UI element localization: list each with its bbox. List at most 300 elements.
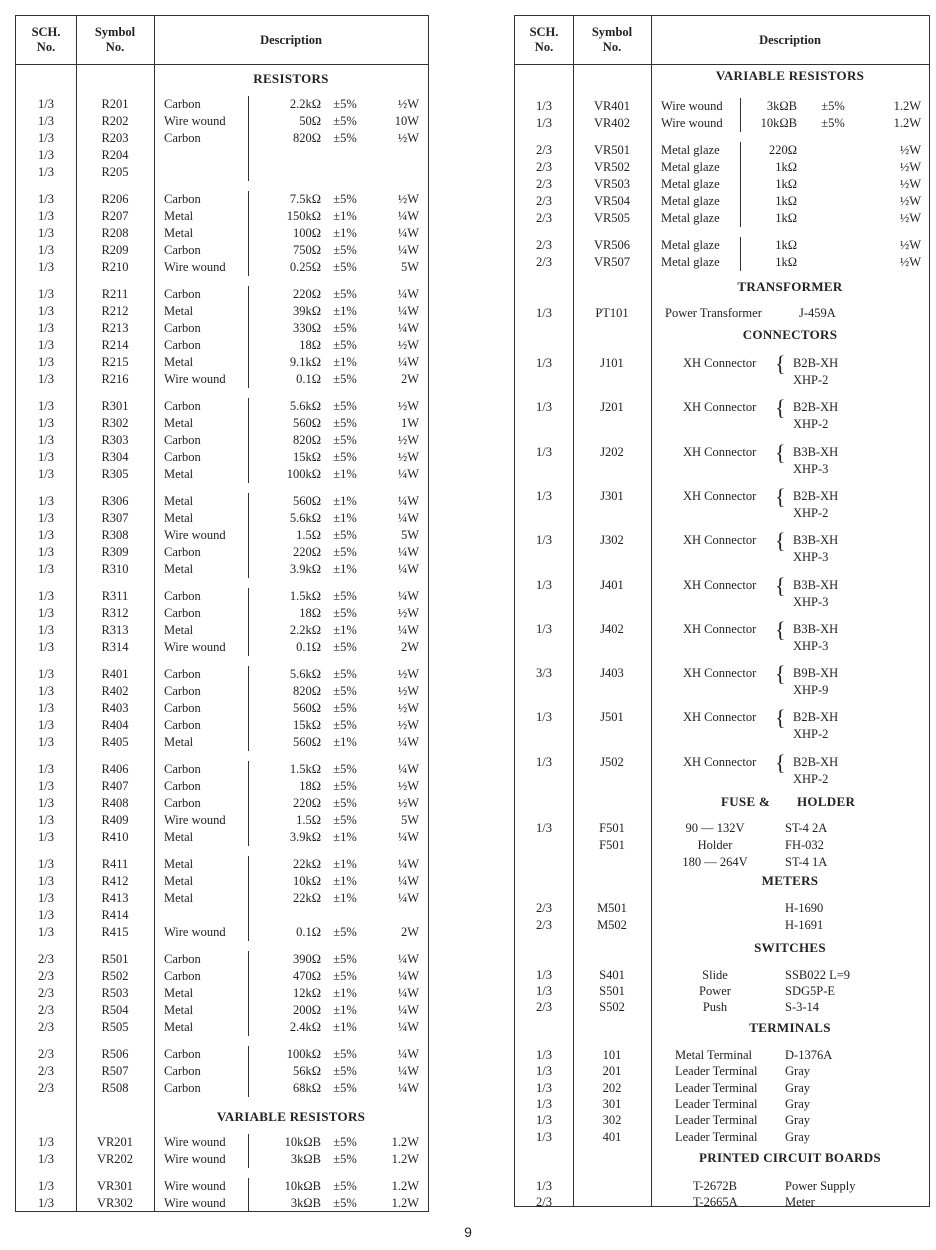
part-number: SSB022 L=9 [785, 968, 851, 982]
sch-no: 1/3 [38, 545, 54, 559]
right-parts-table [514, 15, 930, 1207]
tolerance: ±5% [333, 260, 357, 274]
wattage: ½W [899, 143, 921, 157]
sch-no: 1/3 [38, 684, 54, 698]
curly-brace-icon: { [775, 616, 786, 642]
table-row [515, 967, 929, 984]
tolerance: ±5% [333, 1196, 357, 1210]
value: 15kΩ [292, 718, 321, 732]
table-row [515, 709, 929, 726]
value: 1kΩ [775, 255, 797, 269]
tolerance: ±1% [333, 874, 357, 888]
inner-divider [740, 237, 741, 271]
part-number: B3B-XH [793, 533, 839, 548]
part-type: Wire wound [164, 1135, 226, 1149]
wattage: 1.2W [893, 116, 921, 130]
sch-no: 1/3 [38, 562, 54, 576]
part-type: Carbon [164, 762, 201, 776]
sch-no: 1/3 [38, 667, 54, 681]
wattage: ¼W [397, 762, 419, 776]
wattage: ¼W [397, 545, 419, 559]
part-type: Metal [164, 874, 194, 888]
part-number: H-1691 [785, 918, 824, 932]
table-row [16, 1019, 428, 1036]
table-row [16, 829, 428, 846]
value: 50Ω [299, 114, 321, 128]
wattage: ½W [397, 701, 419, 715]
symbol-no: R411 [101, 857, 129, 871]
value: 390Ω [292, 952, 321, 966]
wattage: 2W [400, 640, 419, 654]
part-type: Carbon [164, 97, 201, 111]
part-type: Carbon [164, 796, 201, 810]
table-row [515, 577, 929, 594]
symbol-no: R313 [101, 623, 129, 637]
table-row [515, 1129, 929, 1146]
section-title: PRINTED CIRCUIT BOARDS [699, 1149, 881, 1165]
part-number: B2B-XH [793, 400, 839, 415]
tolerance: ±5% [333, 1064, 357, 1078]
tolerance: ±5% [333, 243, 357, 257]
sch-no: 1/3 [38, 511, 54, 525]
part-type: Wire wound [164, 925, 226, 939]
curly-brace-icon: { [775, 749, 786, 775]
tolerance: ±5% [333, 192, 357, 206]
part-number: Gray [785, 1096, 810, 1111]
symbol-no: R306 [101, 494, 129, 508]
symbol-no: VR505 [593, 211, 631, 225]
curly-brace-icon: { [775, 439, 786, 465]
sch-no: 1/3 [536, 968, 552, 982]
symbol-no: M501 [597, 901, 627, 915]
table-row [16, 337, 428, 354]
table-row [515, 1178, 929, 1195]
part-type: Metal [164, 735, 194, 749]
switch-type: Slide [702, 968, 728, 982]
sch-header [515, 25, 573, 55]
sch-no: 2/3 [536, 211, 552, 225]
terminal-type: Leader Terminal [675, 1080, 758, 1095]
symbol-no: R301 [101, 399, 129, 413]
symbol-no: R415 [101, 925, 129, 939]
tolerance: ±5% [333, 952, 357, 966]
symbol-no: R305 [101, 467, 129, 481]
value: 2.2kΩ [289, 97, 321, 111]
value: 2.2kΩ [289, 623, 321, 637]
table-row [515, 999, 929, 1016]
value: 1kΩ [775, 177, 797, 191]
sch-no: 1/3 [38, 1179, 54, 1193]
tolerance: ±5% [333, 416, 357, 430]
sch-no: 1/3 [38, 148, 54, 162]
table-row [515, 355, 929, 372]
switch-type: Push [702, 1000, 728, 1014]
part-type: Metal [164, 830, 194, 844]
table-row [16, 320, 428, 337]
part-type: Wire wound [164, 813, 226, 827]
sch-no: 1/3 [536, 533, 552, 548]
inner-divider [248, 666, 249, 751]
sch-no: 1/3 [38, 192, 54, 206]
board-number: T-2672B [693, 1178, 737, 1193]
wattage: ½W [397, 192, 419, 206]
table-row [515, 159, 929, 176]
inner-divider [248, 1046, 249, 1097]
value: 330Ω [292, 321, 321, 335]
part-type: Carbon [164, 243, 201, 257]
sch-header [16, 25, 76, 55]
table-row [16, 700, 428, 717]
tolerance: ±5% [333, 372, 357, 386]
symbol-no: R303 [101, 433, 129, 447]
table-row [16, 717, 428, 734]
tolerance: ±5% [333, 667, 357, 681]
symbol-no: VR506 [593, 238, 631, 252]
part-number: XHP-3 [793, 594, 829, 609]
part-type: Carbon [164, 287, 201, 301]
part-number: ST-4 1A [785, 855, 828, 869]
table-row [515, 1194, 929, 1211]
table-row [16, 985, 428, 1002]
symbol-no: R401 [101, 667, 129, 681]
table-row [16, 191, 428, 208]
inner-divider [248, 951, 249, 1036]
wattage: ¼W [397, 355, 419, 369]
sch-no: 1/3 [38, 1135, 54, 1149]
table-row [16, 924, 428, 941]
table-row [16, 242, 428, 259]
part-type: Carbon [164, 667, 201, 681]
sch-no: 1/3 [536, 488, 552, 503]
symbol-no: R506 [101, 1047, 129, 1061]
tolerance: ±5% [333, 718, 357, 732]
symbol-no: S501 [599, 984, 625, 998]
value: 10kΩB [284, 1135, 321, 1149]
table-row [16, 371, 428, 388]
part-type: Wire wound [164, 1152, 226, 1166]
symbol-no: R413 [101, 891, 129, 905]
sch-no: 2/3 [38, 1047, 54, 1061]
sch-no: 1/3 [38, 97, 54, 111]
symbol-no: F501 [599, 838, 625, 852]
symbol-no: R304 [101, 450, 129, 464]
sch-no: 1/3 [38, 762, 54, 776]
sch-no: 1/3 [536, 1048, 552, 1062]
wattage: ½W [397, 399, 419, 413]
table-row [16, 666, 428, 683]
wattage: ¼W [397, 209, 419, 223]
wattage: 1W [400, 416, 419, 430]
symbol-no: R311 [101, 589, 129, 603]
part-type: Metal [164, 209, 194, 223]
terminal-type: Metal Terminal [675, 1048, 752, 1062]
part-number: B2B-XH [793, 356, 839, 370]
tolerance: ±5% [333, 1152, 357, 1166]
inner-divider [740, 142, 741, 227]
part-number: Gray [785, 1064, 810, 1079]
wattage: ¼W [397, 891, 419, 905]
sch-no: 1/3 [38, 874, 54, 888]
tolerance: ±1% [333, 511, 357, 525]
sch-no: 1/3 [38, 908, 54, 922]
wattage: ½W [397, 796, 419, 810]
description-header: Description [260, 33, 322, 47]
part-type: Carbon [164, 684, 201, 698]
value: 3kΩB [766, 99, 797, 113]
value: 560Ω [292, 735, 321, 749]
part-type: Metal [164, 1003, 194, 1017]
wattage: ¼W [397, 287, 419, 301]
part-type: Carbon [164, 701, 201, 715]
value: 820Ω [292, 131, 321, 145]
part-type: Metal [164, 623, 194, 637]
terminal-type: Leader Terminal [675, 1113, 758, 1128]
table-row [515, 665, 929, 682]
table-row [16, 449, 428, 466]
symbol-no: J302 [600, 533, 624, 548]
tolerance: ±1% [333, 209, 357, 223]
symbol-label: Symbol [94, 25, 136, 39]
tolerance: ±1% [333, 623, 357, 637]
sch-no: 1/3 [38, 131, 54, 145]
switch-type: Power [699, 984, 731, 998]
tolerance: ±1% [333, 830, 357, 844]
tolerance: ±5% [333, 450, 357, 464]
sch-no: 1/3 [38, 779, 54, 793]
symbol-no: R314 [101, 640, 129, 654]
part-type: XH Connector [683, 488, 757, 503]
inner-divider [248, 588, 249, 656]
part-type: Carbon [164, 545, 201, 559]
sch-label: SCH. [31, 25, 61, 39]
table-row [515, 115, 929, 132]
tolerance: ±1% [333, 355, 357, 369]
symbol-no: R210 [101, 260, 129, 274]
inner-divider [248, 1178, 249, 1212]
table-row [16, 778, 428, 795]
symbol-no: J202 [600, 444, 624, 459]
sch-no: 1/3 [38, 287, 54, 301]
part-type: Wire wound [164, 372, 226, 386]
tolerance: ±5% [821, 99, 845, 113]
part-type: Carbon [164, 450, 201, 464]
part-type: Metal [164, 562, 194, 576]
table-row [16, 1195, 428, 1212]
sch-no: 2/3 [536, 177, 552, 191]
symbol-no: R405 [101, 735, 129, 749]
symbol-header [76, 25, 154, 55]
part-number: B2B-XH [793, 754, 839, 769]
wattage: ¼W [397, 304, 419, 318]
section-title: RESISTORS [253, 71, 329, 86]
value: 0.1Ω [296, 925, 321, 939]
symbol-no: R409 [101, 813, 129, 827]
part-number: XHP-2 [793, 417, 829, 432]
table-row [515, 917, 929, 934]
part-type: XH Connector [683, 577, 757, 592]
symbol-no: J401 [600, 577, 624, 592]
sch-no: 2/3 [38, 952, 54, 966]
symbol-no-label: No. [602, 40, 622, 54]
wattage: ½W [397, 667, 419, 681]
value: 1kΩ [775, 194, 797, 208]
part-type: XH Connector [683, 356, 757, 370]
part-number: SDG5P-E [785, 984, 836, 998]
table-row [515, 444, 929, 461]
sch-no: 1/3 [38, 606, 54, 620]
symbol-no: R503 [101, 986, 129, 1000]
symbol-no: S401 [599, 968, 625, 982]
sch-no: 1/3 [536, 1064, 552, 1079]
value: 1.5Ω [296, 528, 321, 542]
symbol-no: J402 [600, 621, 624, 636]
symbol-no: VR503 [593, 177, 631, 191]
part-type: Metal [164, 494, 194, 508]
table-row [16, 303, 428, 320]
table-row [16, 873, 428, 890]
part-type: XH Connector [683, 666, 757, 681]
wattage: ¼W [397, 1064, 419, 1078]
wattage: 1.2W [391, 1179, 419, 1193]
part-type: Carbon [164, 192, 201, 206]
part-type: Wire wound [164, 528, 226, 542]
part-type: Wire wound [164, 114, 226, 128]
table-row [16, 856, 428, 873]
sch-no: 1/3 [38, 857, 54, 871]
table-row [16, 795, 428, 812]
part-number: FH-032 [785, 838, 824, 852]
wattage: 1.2W [391, 1196, 419, 1210]
value: 1kΩ [775, 160, 797, 174]
sch-no: 1/3 [38, 338, 54, 352]
part-number: XHP-9 [793, 683, 829, 698]
part-number: Gray [785, 1129, 810, 1144]
sch-no: 1/3 [536, 577, 552, 592]
symbol-no: R213 [101, 321, 129, 335]
value: 820Ω [292, 433, 321, 447]
part-number: B2B-XH [793, 488, 839, 503]
sch-no: 1/3 [536, 444, 552, 459]
symbol-no: J101 [600, 356, 624, 370]
wattage: ½W [899, 238, 921, 252]
part-type: Metal glaze [661, 160, 720, 174]
table-row [16, 951, 428, 968]
sch-no-label: No. [534, 40, 554, 54]
sch-no: 1/3 [536, 400, 552, 415]
part-type: Metal [164, 304, 194, 318]
symbol-no: R508 [101, 1081, 129, 1095]
sch-no: 1/3 [536, 356, 552, 370]
sch-no: 1/3 [38, 796, 54, 810]
sch-no: 2/3 [38, 969, 54, 983]
symbol-no: R203 [101, 131, 129, 145]
sch-no: 1/3 [38, 623, 54, 637]
sch-no: 2/3 [536, 1194, 552, 1209]
value: 10kΩB [284, 1179, 321, 1193]
value: 7.5kΩ [289, 192, 321, 206]
sch-no: 1/3 [38, 735, 54, 749]
wattage: ¼W [397, 1047, 419, 1061]
sch-no: 1/3 [536, 99, 552, 113]
wattage: ½W [397, 684, 419, 698]
sch-no: 2/3 [536, 194, 552, 208]
symbol-no: R402 [101, 684, 129, 698]
table-row [515, 532, 929, 549]
section-title: FUSE & [721, 794, 771, 809]
sch-no: 1/3 [536, 754, 552, 769]
sch-no: 1/3 [38, 589, 54, 603]
symbol-no: VR402 [593, 116, 631, 130]
sch-no: 1/3 [536, 1096, 552, 1111]
description-header: Description [759, 33, 821, 47]
wattage: 2W [400, 925, 419, 939]
value: 0.1Ω [296, 372, 321, 386]
tolerance: ±1% [333, 891, 357, 905]
tolerance: ±5% [333, 114, 357, 128]
table-row [16, 96, 428, 113]
inner-divider [248, 856, 249, 941]
symbol-no: R406 [101, 762, 129, 776]
curly-brace-icon: { [775, 705, 786, 731]
sch-no: 2/3 [38, 986, 54, 1000]
sch-no: 3/3 [536, 666, 552, 681]
wattage: ½W [899, 255, 921, 269]
symbol-no: R504 [101, 1003, 129, 1017]
tolerance: ±1% [333, 1003, 357, 1017]
part-type: Wire wound [164, 1196, 226, 1210]
section-title: HOLDER [797, 794, 856, 809]
sch-no: 1/3 [38, 528, 54, 542]
symbol-no: 101 [602, 1048, 622, 1062]
table-row [16, 734, 428, 751]
table-row [515, 754, 929, 771]
table-row [515, 621, 929, 638]
part-number: B2B-XH [793, 710, 839, 725]
symbol-no-label: No. [105, 40, 125, 54]
sch-no: 1/3 [536, 821, 552, 835]
value: 56kΩ [292, 1064, 321, 1078]
left-parts-table [15, 15, 429, 1212]
symbol-no: 401 [602, 1129, 622, 1144]
symbol-no: R206 [101, 192, 129, 206]
inner-divider [248, 96, 249, 181]
symbol-no: R501 [101, 952, 129, 966]
sch-no: 1/3 [38, 114, 54, 128]
sch-no: 1/3 [38, 433, 54, 447]
table-row [16, 225, 428, 242]
value: 9.1kΩ [289, 355, 321, 369]
part-number: B3B-XH [793, 621, 839, 636]
terminal-type: Leader Terminal [675, 1096, 758, 1111]
value: 1kΩ [775, 238, 797, 252]
value: 100kΩ [286, 467, 321, 481]
part-number: B9B-XH [793, 666, 839, 681]
table-row [515, 488, 929, 505]
part-type: Carbon [164, 589, 201, 603]
wattage: 1.2W [391, 1135, 419, 1149]
sch-no: 2/3 [38, 1081, 54, 1095]
tolerance: ±1% [333, 304, 357, 318]
sch-no: 1/3 [536, 710, 552, 725]
table-row [16, 354, 428, 371]
sch-no: 1/3 [38, 925, 54, 939]
part-type: Carbon [164, 969, 201, 983]
sch-no: 1/3 [536, 1178, 552, 1193]
tolerance: ±1% [333, 986, 357, 1000]
value: 15kΩ [292, 450, 321, 464]
sch-no: 1/3 [536, 1129, 552, 1144]
value: 100Ω [292, 226, 321, 240]
